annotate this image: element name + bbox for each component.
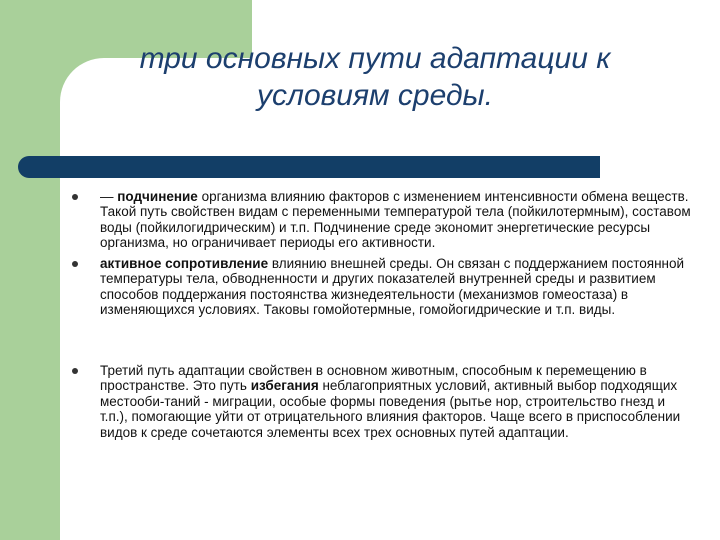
bullet-list <box>100 189 692 440</box>
item-2-term: активное сопротивление <box>100 256 269 271</box>
list-item-subordination <box>100 189 692 256</box>
item-3-term: избегания <box>250 378 319 394</box>
title-divider-bar <box>18 156 600 178</box>
item-2-text: влиянию внешней среды. Он связан с поддержанием постоянной температуры тела, обводненности и других показателей внутренней среды и развитием способов поддержания постоянства жизнедеятельности (механизмов гомеостаза) в изменяющихся условиях. Таковы гомойотермные, гомойогидрические и т.п. виды. <box>100 256 685 318</box>
item-3-text: неблагоприятных условий, активный выбор подходящих местооби-таний - миграции, особые формы поведения (рытье нор, строительство гнезд и т.п.), помогающие уйти от отрицательного влияния факторов. Чаще всего в приспособлении видов к среде сочетаются элементы всех трех основных путей адаптации. <box>100 378 681 440</box>
list-item-avoidance <box>100 363 692 440</box>
bullet-icon <box>72 194 78 200</box>
bullet-icon <box>72 261 78 267</box>
item-1-prefix: — <box>100 189 118 204</box>
slide-title: три основных пути адаптации к условиям среды. <box>139 42 611 112</box>
item-1-term: подчинение <box>117 189 198 204</box>
bullet-icon <box>72 368 78 374</box>
list-item-active-resistance <box>100 256 692 363</box>
item-3-prefix: Третий путь адаптации свойствен в основном животным, способным к перемещению в пространстве. Это путь <box>100 363 647 394</box>
item-1-text: организма влиянию факторов с изменением интенсивности обмена веществ. Такой путь свойствен видам с переменными температурой тела (пойкилотермным), составом воды (пойкилогидрическим) и т.п. Подчинение среде экономит энергетические ресурсы организма, но ограничивает периоды его активности. <box>100 189 691 251</box>
